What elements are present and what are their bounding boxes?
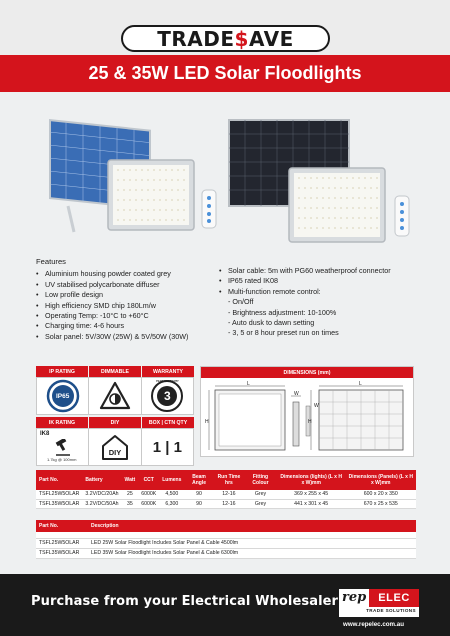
features-right [219, 266, 419, 339]
table-cell: 90 [184, 490, 213, 499]
feature-item: • Charging time: 4-6 hours [36, 321, 236, 331]
table-cell: TSFL35W5OLAR [36, 499, 82, 508]
feature-item: • Operating Temp: -10°C to +60°C [36, 311, 236, 321]
rep-logo-text: rep [342, 590, 367, 605]
feature-item: - Auto dusk to dawn setting [228, 318, 315, 328]
dim-label-w1: W [294, 391, 299, 397]
feature-item: • Low profile design [36, 290, 236, 300]
table-cell: 670 x 25 x 535 [346, 499, 417, 508]
diy-badge: DIY [108, 448, 122, 457]
header-band [0, 0, 450, 55]
description-table [36, 520, 416, 559]
feature-item: - Brightness adjustment: 10-100% [228, 307, 337, 317]
table-cell: 35 [122, 499, 139, 508]
feature-item: • Aluminium housing powder coated grey [36, 269, 236, 279]
description-table-column-header: Part No. [36, 520, 88, 532]
spec-icons-row2 [36, 428, 194, 466]
product-table-column-header: Run Time hrs [214, 470, 244, 490]
table-row [36, 490, 416, 499]
product-table-column-header: Beam Angle [184, 470, 213, 490]
product-table-body [36, 490, 416, 508]
dim-label-h1: H [205, 419, 209, 425]
dimmable-icon [89, 378, 141, 414]
feature-item: • UV stabilised polycarbonate diffuser [36, 280, 236, 290]
table-cell: 3.2V/DC/20Ah [82, 490, 121, 499]
footer [0, 574, 450, 636]
hammer-icon [53, 439, 73, 457]
dimensions-diagram [201, 378, 413, 456]
table-cell: 441 x 301 x 45 [277, 499, 346, 508]
table-cell: 6000K [138, 499, 159, 508]
table-cell: LED 25W Solar Floodlight Includes Solar Panel & Cable 4500lm [88, 538, 416, 548]
box-ctn-qty: 1 | 1 [152, 438, 182, 456]
product-table-column-header: Fitting Colour [244, 470, 277, 490]
product-table-column-header: Battery [82, 470, 121, 490]
description-table-body [36, 532, 416, 558]
features-left-list [36, 269, 236, 342]
table-cell: 90 [184, 499, 213, 508]
dimmable-head: DIMMABLE [89, 366, 141, 377]
dim-label-h2: H [308, 419, 312, 425]
table-cell: 600 x 20 x 350 [346, 490, 417, 499]
table-cell: 369 x 255 x 45 [277, 490, 346, 499]
warranty-badge: 3 [163, 389, 171, 403]
spec-icons-row1 [36, 377, 194, 415]
table-cell: 4,500 [159, 490, 184, 499]
box-qty-head: BOX | CTN QTY [142, 417, 194, 428]
rep-elec-logo [339, 589, 419, 617]
product-table-column-header: Watt [122, 470, 139, 490]
warranty-icon [142, 378, 193, 414]
table-cell: 12-16 [214, 499, 244, 508]
product-table-column-header: CCT [138, 470, 159, 490]
product-image-25w [30, 110, 230, 240]
ip-rating-head: IP RATING [36, 366, 88, 377]
features-heading: Features [36, 257, 66, 266]
table-cell: LED 35W Solar Floodlight Includes Solar Panel & Cable 6300lm [88, 548, 416, 558]
diy-icon [89, 429, 141, 465]
table-cell: 6000K [138, 490, 159, 499]
ik-rating-cell [37, 429, 89, 465]
warranty-head: WARRANTY [142, 366, 194, 377]
warranty-ring-text: YEAR WARRANTY [155, 380, 179, 383]
dimensions-heading: DIMENSIONS (mm) [201, 367, 413, 378]
table-cell: Grey [244, 490, 277, 499]
box-qty-cell [142, 429, 193, 465]
ik-note: 1.7kg @ 100mm [47, 457, 77, 462]
feature-item: • Solar panel: 5V/30W (25W) & 5V/50W (30W) [36, 332, 236, 342]
footer-url: www.repelec.com.au [343, 621, 404, 628]
dim-label-l2: L [359, 381, 362, 387]
features-left [36, 257, 236, 342]
description-table-column-header: Description [88, 520, 416, 532]
title-band [0, 55, 450, 92]
feature-item: • Solar cable: 5m with PG60 weatherproof connector [219, 266, 419, 276]
table-cell: TSFL25W5OLAR [36, 490, 82, 499]
tradesave-logo-text: TRADE$AVE [157, 26, 294, 51]
tradesave-logo [121, 25, 330, 52]
description-table-header [36, 520, 416, 532]
spec-heads-row2 [36, 417, 194, 428]
page-title: 25 & 35W LED Solar Floodlights [88, 63, 362, 83]
feature-item: • High efficiency SMD chip 180Lm/w [36, 301, 236, 311]
diy-head: DIY [89, 417, 141, 428]
ik-value: IK8 [40, 431, 50, 437]
product-image-35w [225, 116, 430, 246]
rep-elec-subtitle: TRADE SOLUTIONS [366, 608, 416, 613]
table-cell: Grey [244, 499, 277, 508]
product-table-column-header: Lumens [159, 470, 184, 490]
ip65-icon [37, 378, 89, 414]
table-row [36, 548, 416, 558]
table-cell: TSFL35W5OLAR [36, 548, 88, 558]
features-right-list [219, 266, 419, 339]
dimensions-box [200, 366, 414, 457]
product-table-column-header: Part No. [36, 470, 82, 490]
dim-label-l1: L [247, 381, 250, 387]
elec-logo-text: ELEC [369, 589, 419, 607]
spec-heads-row1 [36, 366, 194, 377]
feature-item: - 3, 5 or 8 hour preset run on times [228, 328, 339, 338]
product-table-column-header: Dimensions (lights) (L x H x W)mm [277, 470, 346, 490]
table-cell: 12-16 [214, 490, 244, 499]
table-cell: 3.2V/DC/50Ah [82, 499, 121, 508]
table-cell: 6,300 [159, 499, 184, 508]
feature-item: - On/Off [228, 297, 254, 307]
table-row [36, 499, 416, 508]
product-table-column-header: Dimensions (Panels) (L x H x W)mm [346, 470, 417, 490]
footer-cta: Purchase from your Electrical Wholesaler [31, 594, 339, 609]
ip65-badge: IP65 [55, 393, 70, 400]
feature-item: • IP65 rated IK08 [219, 276, 419, 286]
dim-label-w2: W [314, 403, 319, 409]
product-spec-table [36, 470, 416, 509]
feature-item: • Multi-function remote control: [219, 287, 419, 297]
table-row [36, 538, 416, 548]
table-cell: TSFL25W5OLAR [36, 538, 88, 548]
table-cell: 25 [122, 490, 139, 499]
product-table-header [36, 470, 416, 490]
ik-rating-head: IK RATING [36, 417, 88, 428]
spec-icon-grid [36, 366, 194, 466]
